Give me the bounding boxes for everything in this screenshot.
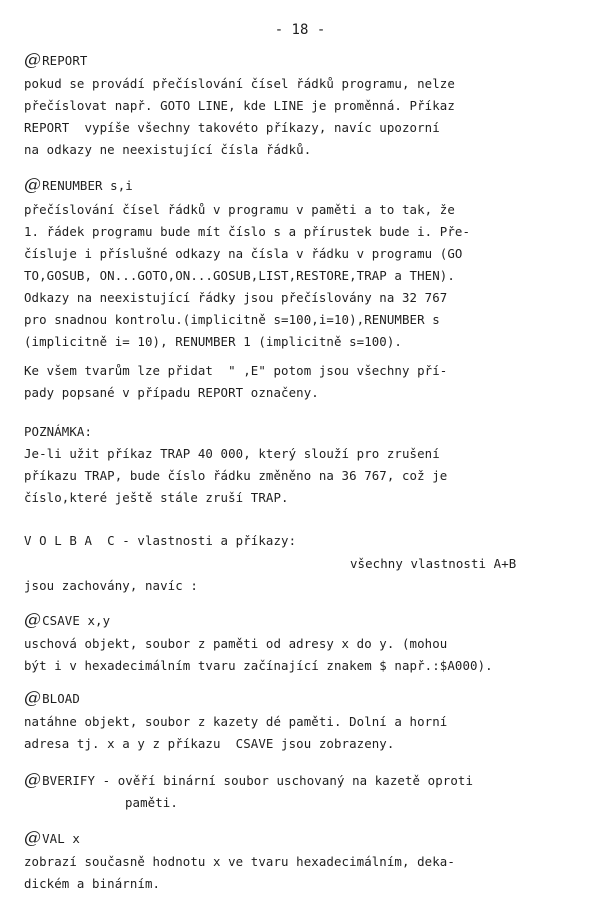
bload-heading [24,690,80,707]
renumber-line-2: 1. řádek programu bude mít číslo s a přírustek bude i. Pře- [24,224,471,239]
volba-line-2: jsou zachovány, navíc : [24,578,198,593]
note-line-1: Je-li užit příkaz TRAP 40 000, který slouží pro zrušení [24,446,440,461]
csave-line-2: být i v hexadecimálním tvaru začínající znakem $ např.:$A000). [24,658,493,673]
note-heading: POZNÁMKA: [24,424,93,439]
renumber-line-1: přečíslování čísel řádků v programu v paměti a to tak, že [24,202,455,217]
renumber-line-5: Odkazy na neexistující řádky jsou přečíslovány na 32 767 [24,290,448,305]
volba-right-line: všechny vlastnosti A+B [350,556,517,571]
val-command: VAL x [42,831,80,846]
at-symbol: @ [24,175,42,195]
val-line-1: zobrazí současně hodnotu x ve tvaru hexadecimálním, deka- [24,854,455,869]
bload-command: BLOAD [42,691,80,706]
at-symbol: @ [24,50,42,70]
bverify-desc-1: - ověří binární soubor uschovaný na kazetě oproti [95,773,474,788]
renumber-heading [24,177,133,194]
report-command: REPORT [42,53,88,68]
csave-heading [24,612,110,629]
csave-command: CSAVE x,y [42,613,111,628]
report-line-3: REPORT vypíše všechny takovéto příkazy, navíc upozorní [24,120,440,135]
renumber-line-3: čísluje i příslušné odkazy na čísla v řádku v programu (GO [24,246,463,261]
val-heading [24,830,80,847]
report-heading [24,52,87,69]
report-line-2: přečíslovat např. GOTO LINE, kde LINE je proměnná. Příkaz [24,98,455,113]
note-line-2: příkazu TRAP, bude číslo řádku změněno na 36 767, což je [24,468,448,483]
volba-title: V O L B A C - vlastnosti a příkazy: [24,533,297,548]
renumber-line-6: pro snadnou kontrolu.(implicitně s=100,i=10),RENUMBER s [24,312,440,327]
at-symbol: @ [24,828,42,848]
renumber-extra-2: pady popsané v případu REPORT označeny. [24,385,319,400]
report-line-4: na odkazy ne neexistující čísla řádků. [24,142,312,157]
val-line-2: dickém a binárním. [24,876,161,891]
renumber-extra-1: Ke všem tvarům lze přidat " ,E" potom jsou všechny pří- [24,363,448,378]
page-number: - 18 - [274,22,326,38]
at-symbol: @ [24,770,42,790]
at-symbol: @ [24,610,42,630]
at-symbol: @ [24,688,42,708]
renumber-command: RENUMBER s,i [42,178,133,193]
csave-line-1: uschová objekt, soubor z paměti od adresy x do y. (mohou [24,636,448,651]
report-line-1: pokud se provádí přečíslování čísel řádků programu, nelze [24,76,455,91]
renumber-line-7: (implicitně i= 10), RENUMBER 1 (implicitně s=100). [24,334,402,349]
renumber-line-4: TO,GOSUB, ON...GOTO,ON...GOSUB,LIST,RESTORE,TRAP a THEN). [24,268,455,283]
bverify-desc-2: paměti. [125,795,178,810]
bload-line-1: natáhne objekt, soubor z kazety dé paměti. Dolní a horní [24,714,448,729]
note-line-3: číslo,které ještě stále zruší TRAP. [24,490,289,505]
bverify-heading [24,772,473,789]
bverify-command: BVERIFY [42,773,96,788]
bload-line-2: adresa tj. x a y z příkazu CSAVE jsou zobrazeny. [24,736,395,751]
